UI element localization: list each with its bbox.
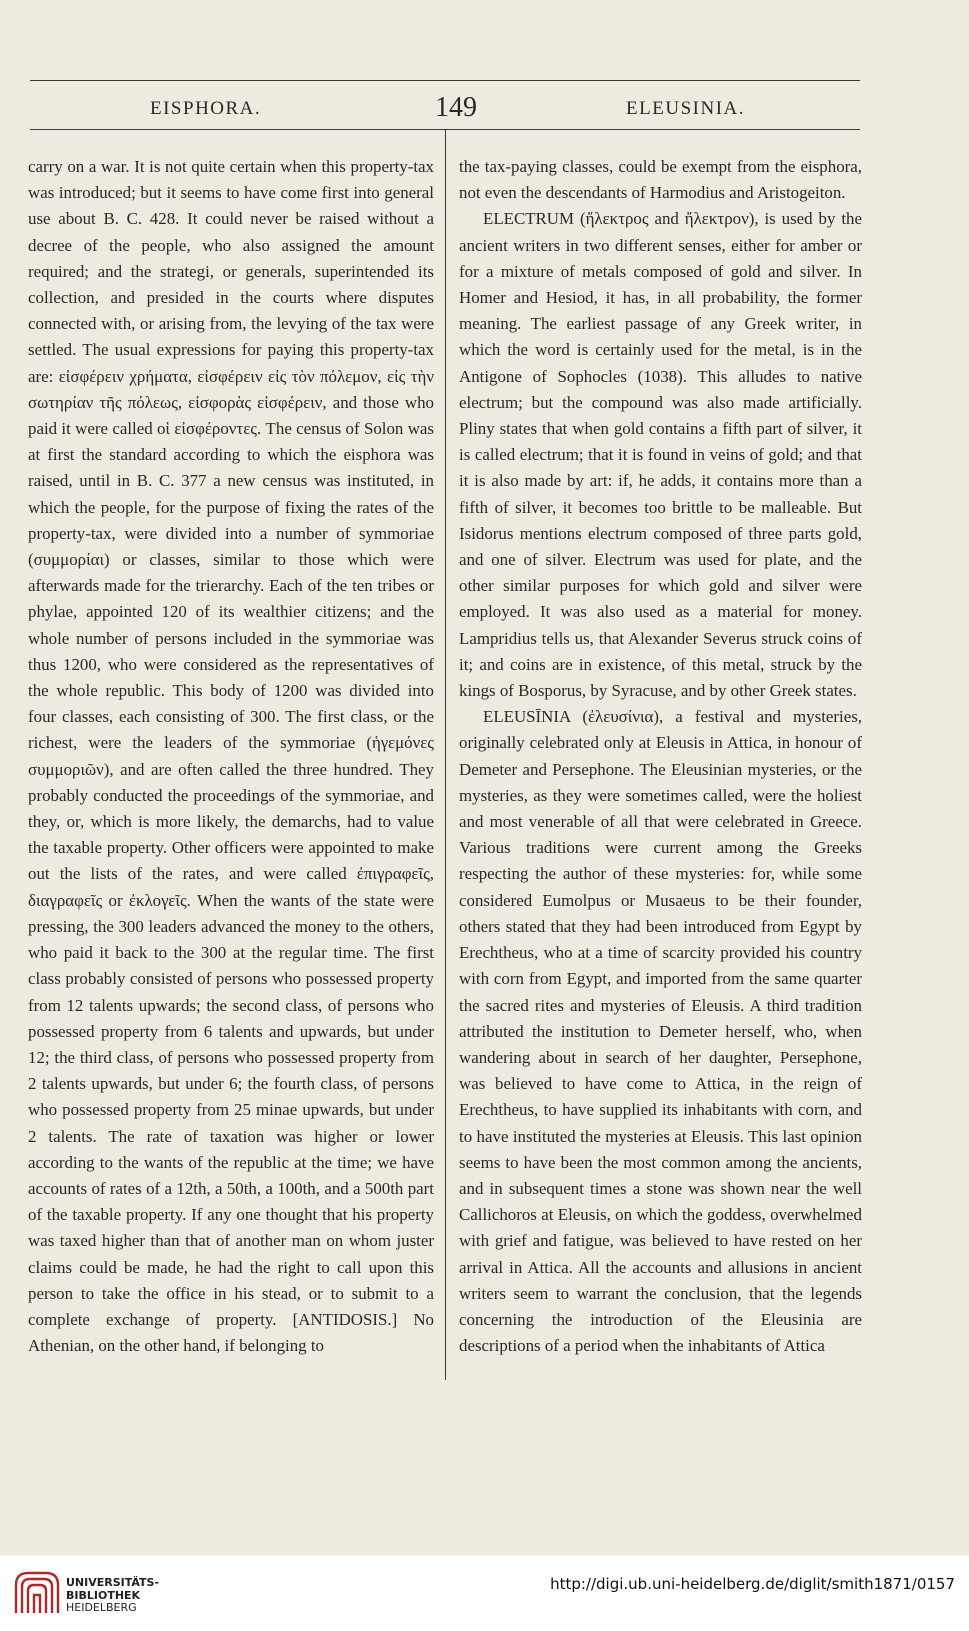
running-header — [30, 92, 860, 126]
left-column — [28, 154, 434, 1359]
library-name — [66, 1577, 159, 1615]
library-name-line1: UNIVERSITÄTS- — [66, 1576, 160, 1589]
page-number: 149 — [435, 92, 477, 123]
header-left-title: EISPHORA. — [150, 98, 262, 119]
paragraph-electrum: ELECTRUM (ἤλεκτρος and ἤλεκτρον), is used by the ancient writers in two different senses, either for amber or for a mixture of metals composed of gold and silver. In Homer and Hesiod, it has, in all probability, the former meaning. The earliest passage of any Greek writer, in which the word is certainly used for the metal, is in the Antigone of Sophocles (1038). This alludes to native electrum; but the compound was also made artificially. Pliny states that when gold contains a fifth part of silver, it is called electrum; that it is found in veins of gold; and that it is also made by art: if, he adds, it contains more than a fifth of silver, it becomes too brittle to be malleable. But Isidorus mentions electrum composed of three parts gold, and one of silver. Electrum was used for plate, and the other similar purposes for which gold and silver were employed. It was also used as a material for money. Lampridius tells us, that Alexander Severus struck coins of it; and coins are in existence, of this metal, struck by the kings of Bosporus, by Syracuse, and by other Greek states. — [459, 209, 862, 701]
viewer-footer — [0, 1555, 969, 1631]
right-column — [459, 154, 862, 1359]
university-library-logo-icon[interactable] — [10, 1565, 64, 1619]
header-rule-top — [30, 80, 860, 81]
library-name-line3: HEIDELBERG — [66, 1601, 137, 1614]
header-right-title: ELEUSINIA. — [626, 98, 745, 119]
paragraph-eisphora-end: the tax-paying classes, could be exempt from the eisphora, not even the descendants of Harmodius and Aristogeiton. — [459, 157, 862, 203]
paragraph-eisphora-continued: carry on a war. It is not quite certain when this property-tax was introduced; but it seems to have come first into general use about B. C. 428. It could never be raised without a decree of the people, who also assigned the amount required; and the strategi, or generals, superintended its collection, and presided in the courts where disputes connected with, or arising from, the levying of the tax were settled. The usual expressions for paying this property-tax are: εἰσφέρειν χρήματα, εἰσφέρειν εἰς τὸν πόλεμον, εἰς τὴν σωτηρίαν τῆς πόλεως, εἰσφορὰς εἰσφέρειν, and those who paid it were called οἱ εἰσφέροντες. The census of Solon was at first the standard according to which the eisphora was raised, until in B. C. 377 a new census was instituted, in which the people, for the purpose of fixing the rates of the property-tax, were divided into a number of symmoriae (συμμορίαι) or classes, similar to those which were afterwards made for the trierarchy. Each of the ten tribes or phylae, appointed 120 of its wealthier citizens; and the whole number of persons included in the symmoriae was thus 1200, who were considered as the representatives of the whole republic. This body of 1200 was divided into four classes, each consisting of 300. The first class, or the richest, were the leaders of the symmoriae (ἡγεμόνες συμμοριῶν), and are often called the three hundred. They probably conducted the proceedings of the symmoriae, and they, or, which is more likely, the demarchs, had to value the taxable property. Other officers were appointed to make out the lists of the rates, and were called ἐπιγραφεῖς, διαγραφεῖς or ἐκλογεῖς. When the wants of the state were pressing, the 300 leaders advanced the money to the others, who paid it back to the 300 at the regular time. The first class probably consisted of persons who possessed property from 12 talents upwards; the second class, of persons who possessed property from 6 talents and upwards, but under 12; the third class, of persons who possessed property from 2 talents upwards, but under 6; the fourth class, of persons who possessed property from 25 minae upwards, but under 2 talents. The rate of taxation was higher or lower according to the wants of the republic at the time; we have accounts of rates of a 12th, a 50th, a 100th, and a 500th part of the taxable property. If any one thought that his property was taxed higher than that of another man on whom juster claims could be made, he had the right to call upon this person to take the office in his stead, or to submit to a complete exchange of property. [ANTIDOSIS.] No Athenian, on the other hand, if belonging to — [28, 157, 434, 1356]
permalink-url[interactable]: http://digi.ub.uni-heidelberg.de/diglit/smith1871/0157 — [550, 1575, 955, 1593]
library-name-line2: BIBLIOTHEK — [66, 1588, 141, 1602]
column-divider — [445, 130, 446, 1380]
paragraph-eleusinia: ELEUSĪNIA (ἐλευσίνια), a festival and mysteries, originally celebrated only at Eleusis in Attica, in honour of Demeter and Persephone. The Eleusinian mysteries, or the mysteries, as they were sometimes called, were the holiest and most venerable of all that were celebrated in Greece. Various traditions were current among the Greeks respecting the author of these mysteries: for, while some considered Eumolpus or Musaeus to be their founder, others stated that they had been introduced from Egypt by Erechtheus, who at a time of scarcity provided his country with corn from Egypt, and imported from the same quarter the sacred rites and mysteries of Eleusis. A third tradition attributed the institution to Demeter herself, who, when wandering about in search of her daughter, Persephone, was believed to have come to Attica, in the reign of Erechtheus, to have supplied its inhabitants with corn, and to have instituted the mysteries at Eleusis. This last opinion seems to have been the most common among the ancients, and in subsequent times a stone was shown near the well Callichoros at Eleusis, on which the goddess, overwhelmed with grief and fatigue, was believed to have rested on her arrival in Attica. All the accounts and allusions in ancient writers seem to warrant the conclusion, that the legends concerning the introduction of the Eleusinia are descriptions of a period when the inhabitants of Attica — [459, 707, 862, 1356]
